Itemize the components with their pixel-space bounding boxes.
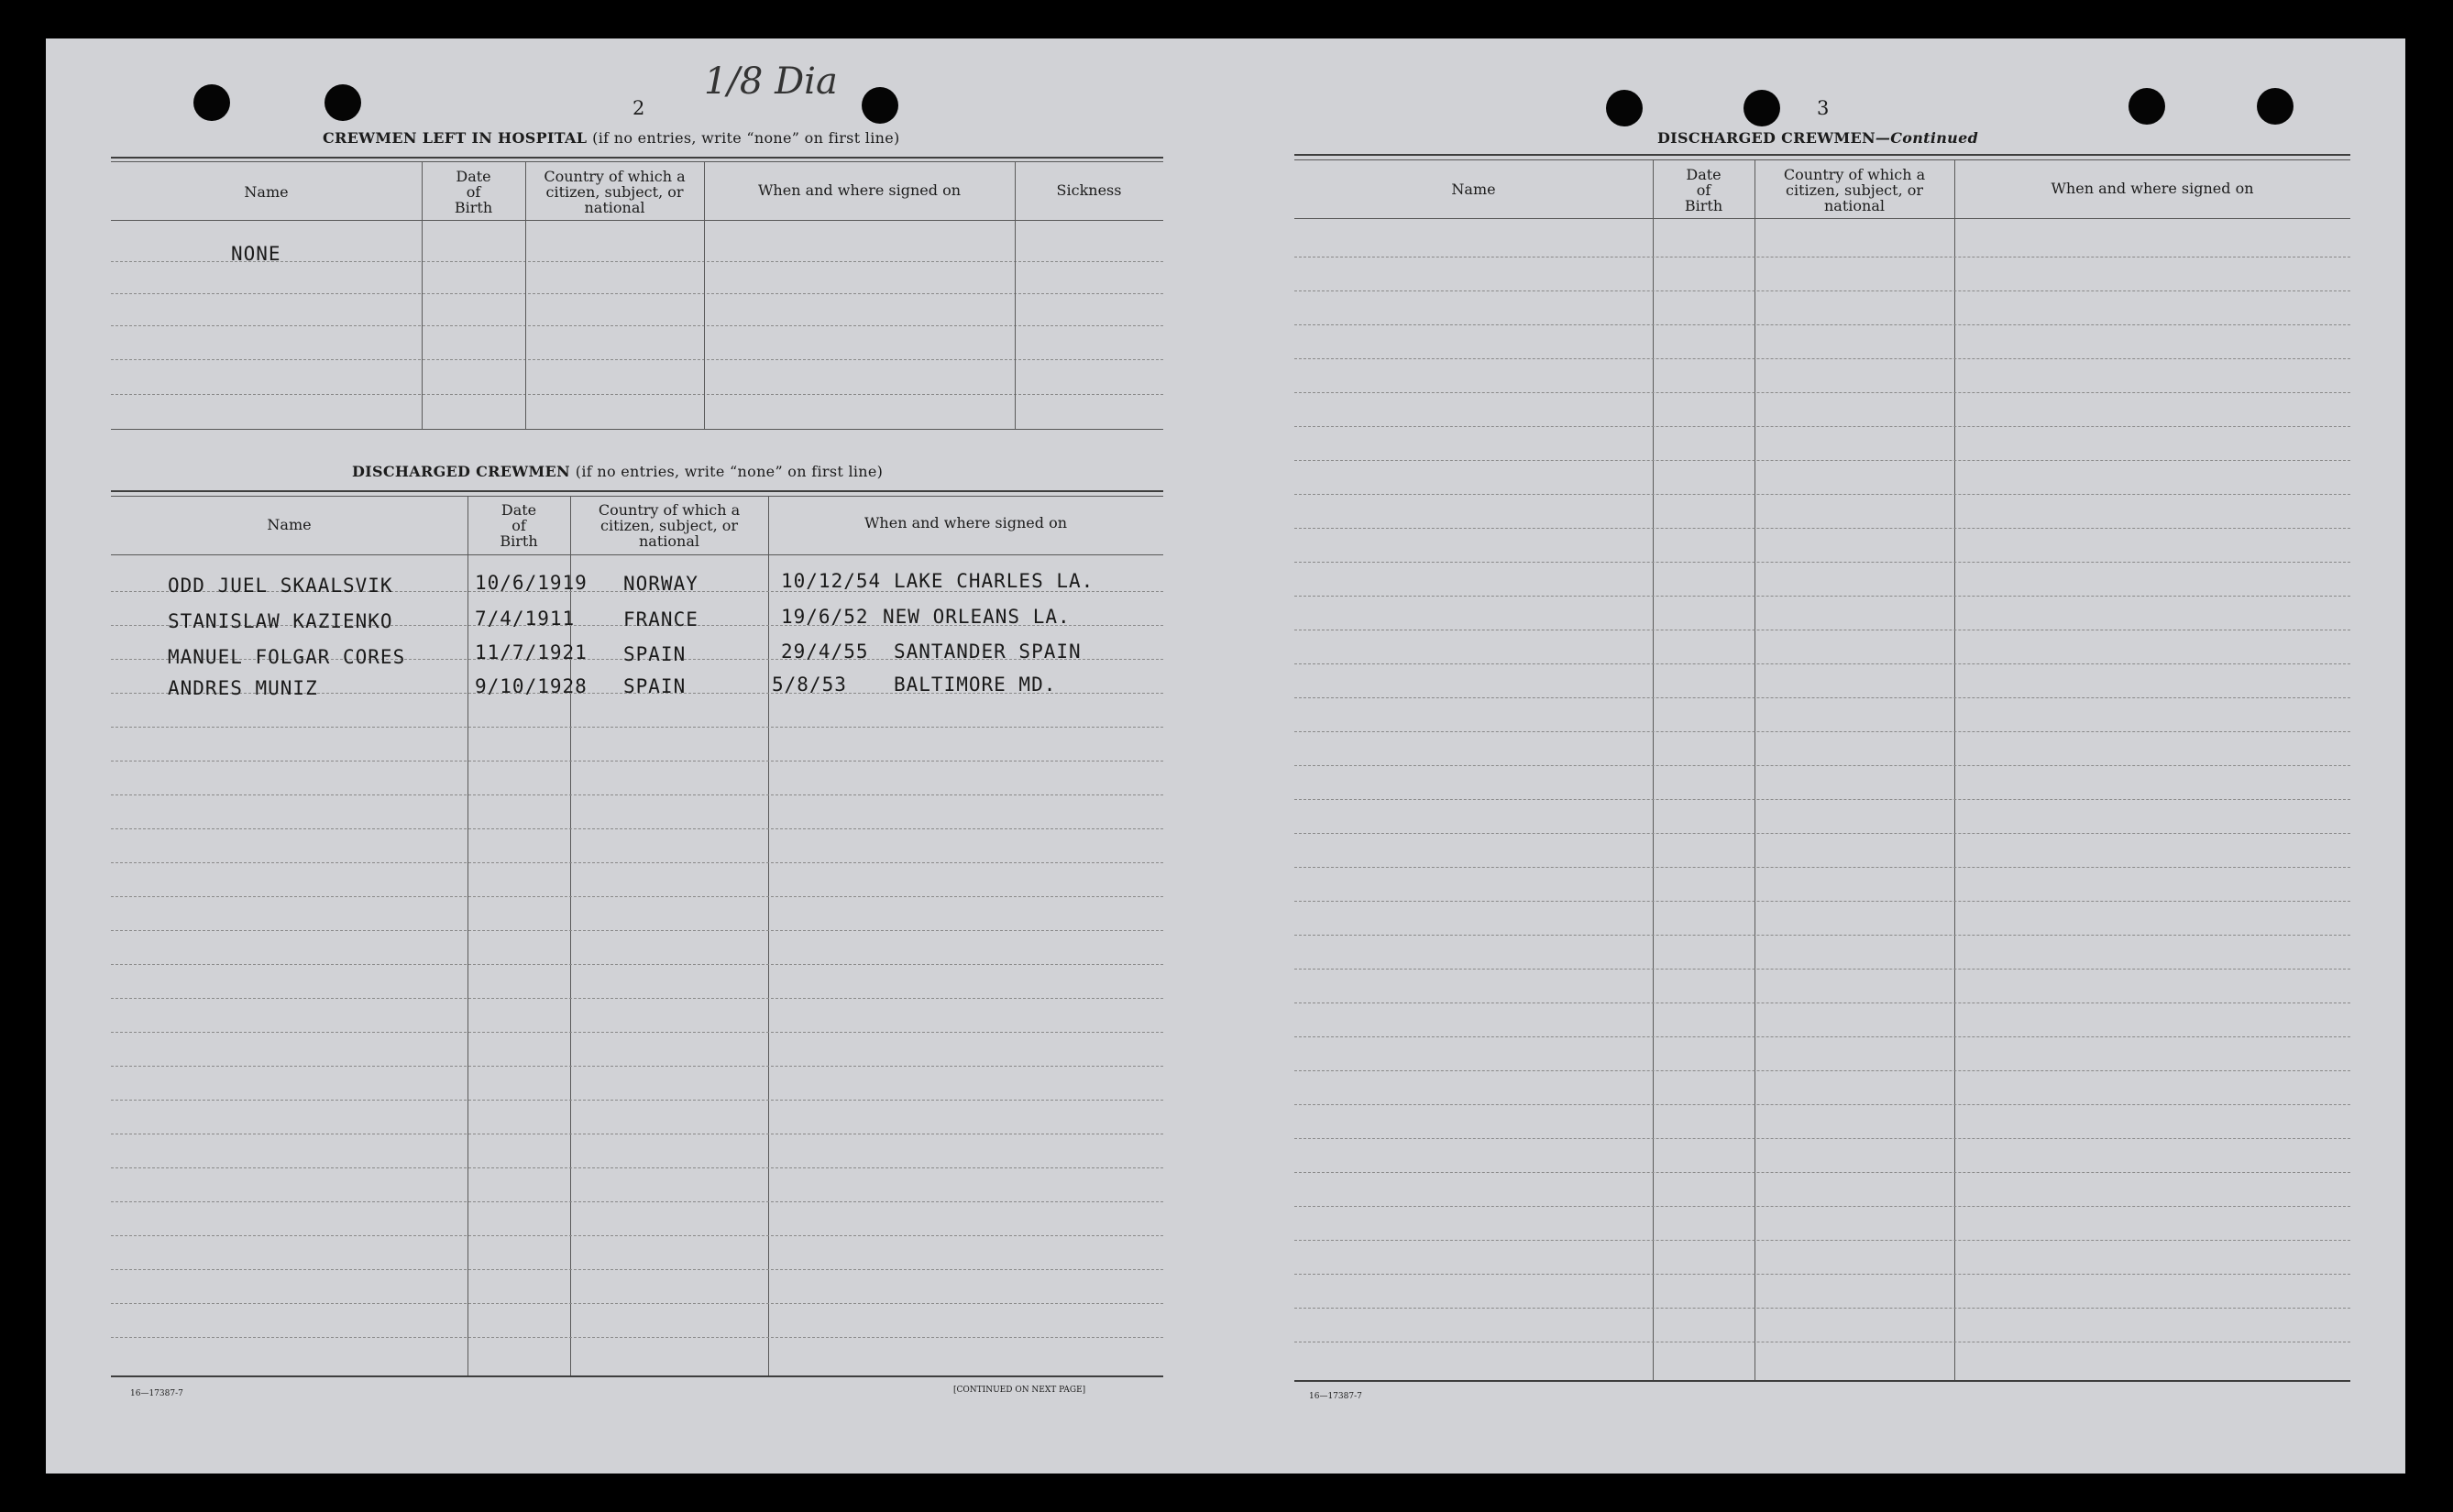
hospital-title-note: (if no entries, write “none” on first line)	[592, 129, 900, 147]
crew-dob: 9/10/1928	[475, 675, 588, 697]
crew-country: SPAIN	[623, 675, 687, 697]
right-page-number: 3	[1817, 97, 1830, 119]
continued-note: [CONTINUED ON NEXT PAGE]	[953, 1386, 1086, 1395]
signed-place: LAKE CHARLES LA.	[894, 570, 1094, 592]
crew-name: MANUEL FOLGAR CORES	[168, 646, 406, 668]
continued-header-name: Name	[1451, 181, 1496, 198]
signed-date: 10/12/54	[781, 570, 882, 592]
hospital-header-name: Name	[244, 183, 289, 201]
hospital-section-title	[323, 129, 900, 147]
discharged-section-title	[352, 463, 883, 480]
crew-dob: 10/6/1919	[475, 572, 588, 594]
hospital-header-signed: When and where signed on	[757, 181, 962, 199]
signed-place: NEW ORLEANS LA.	[883, 606, 1071, 628]
punch-hole-7	[2257, 88, 2294, 125]
crew-dob: 7/4/1911	[475, 608, 576, 630]
punch-hole-2	[324, 84, 361, 121]
signed-date: 29/4/55	[781, 641, 869, 663]
signed-place: SANTANDER SPAIN	[894, 641, 1082, 663]
hospital-header-country: Country of which a citizen, subject, or national	[544, 168, 686, 216]
handwritten-annotation: 1/8 Dia	[704, 60, 838, 103]
continued-header-dob: Date of Birth	[1684, 166, 1723, 214]
discharged-header-country: Country of which a citizen, subject, or national	[598, 501, 741, 550]
discharged-title-text: DISCHARGED CREWMEN	[352, 463, 570, 480]
crew-country: SPAIN	[623, 643, 687, 665]
crew-dob: 11/7/1921	[475, 641, 588, 663]
signed-place: BALTIMORE MD.	[894, 674, 1057, 696]
right-form-number: 16—17387-7	[1309, 1392, 1362, 1401]
continued-header-country: Country of which a citizen, subject, or national	[1783, 166, 1926, 214]
hospital-entry-none: NONE	[231, 243, 281, 265]
discharged-header-name: Name	[267, 516, 312, 533]
signed-date: 5/8/53	[772, 674, 847, 696]
crew-country: NORWAY	[623, 573, 698, 595]
continued-title-suffix: —Continued	[1875, 129, 1979, 147]
punch-hole-1	[193, 84, 230, 121]
punch-hole-6	[2128, 88, 2165, 125]
discharged-title-note: (if no entries, write “none” on first line)	[575, 463, 884, 480]
discharged-header-signed: When and where signed on	[864, 514, 1068, 531]
continued-header-signed: When and where signed on	[2051, 180, 2254, 197]
hospital-header-sickness: Sickness	[1056, 181, 1122, 199]
punch-hole-3	[862, 87, 898, 124]
hospital-title-text: CREWMEN LEFT IN HOSPITAL	[323, 129, 588, 147]
continued-title-text: DISCHARGED CREWMEN	[1657, 129, 1876, 147]
crew-country: FRANCE	[623, 608, 698, 630]
signed-date: 19/6/52	[781, 606, 869, 628]
punch-hole-5	[1744, 90, 1780, 126]
manifest-sheet	[46, 38, 2405, 1474]
crew-name: STANISLAW KAZIENKO	[168, 610, 393, 632]
hospital-header-dob: Date of Birth	[454, 168, 493, 216]
left-page-number: 2	[632, 97, 645, 119]
crew-name: ODD JUEL SKAALSVIK	[168, 575, 393, 597]
crew-name: ANDRES MUNIZ	[168, 677, 318, 699]
discharged-header-dob: Date of Birth	[500, 501, 538, 550]
left-form-number: 16—17387-7	[130, 1389, 183, 1398]
punch-hole-4	[1606, 90, 1643, 126]
continued-section-title	[1657, 129, 1978, 147]
